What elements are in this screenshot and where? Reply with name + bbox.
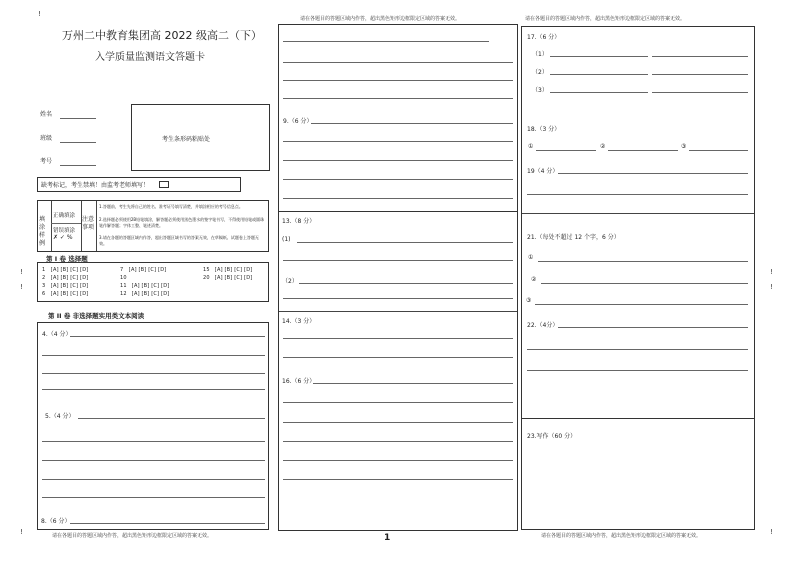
q8-continue-line[interactable] bbox=[283, 62, 513, 63]
mc-option-c[interactable]: [C] bbox=[70, 267, 79, 273]
q5-line[interactable] bbox=[42, 441, 265, 442]
mc-option-c[interactable]: [C] bbox=[151, 291, 160, 297]
q13-line[interactable] bbox=[283, 260, 513, 261]
q9-label: 9.（6 分） bbox=[283, 118, 313, 125]
q4-line[interactable] bbox=[42, 355, 265, 356]
mc-option-d[interactable]: [D] bbox=[80, 275, 89, 281]
mc-row-7 bbox=[120, 267, 166, 273]
q17-line[interactable] bbox=[652, 56, 748, 57]
mc-q-number: 12 bbox=[120, 291, 127, 297]
bottom-notice-right: 请在各题目的答题区域内作答，超出黑色矩形边框限定区域的答案无效。 bbox=[541, 533, 702, 539]
mc-row-3 bbox=[42, 283, 88, 289]
mc-q-number: 2 bbox=[42, 275, 46, 281]
q16-line[interactable] bbox=[283, 441, 513, 442]
q4-line[interactable] bbox=[42, 389, 265, 390]
mc-q-number: 10 bbox=[120, 275, 127, 281]
mc-option-b[interactable]: [B] bbox=[224, 275, 233, 281]
q13-part1-label: (1) bbox=[282, 236, 291, 243]
fill-sample-label: 填涂样例 bbox=[39, 216, 46, 247]
q8-continue-line[interactable] bbox=[283, 98, 513, 99]
answer-box-col2-bottom bbox=[278, 211, 518, 531]
q13-line[interactable] bbox=[283, 298, 513, 299]
mc-option-d[interactable]: [D] bbox=[244, 275, 253, 281]
q17-part3-label: （3） bbox=[532, 87, 548, 94]
mc-option-a[interactable]: [A] bbox=[131, 283, 140, 289]
q21-line[interactable] bbox=[541, 283, 748, 284]
q5-line[interactable] bbox=[42, 479, 265, 480]
q16-label: 16.（6 分） bbox=[282, 378, 316, 385]
mc-option-b[interactable]: [B] bbox=[60, 283, 69, 289]
q17-line[interactable] bbox=[550, 92, 648, 93]
instruction-divider-1 bbox=[51, 201, 52, 251]
q18-line[interactable] bbox=[536, 150, 596, 151]
section-divider bbox=[279, 311, 517, 312]
q21-line[interactable] bbox=[538, 261, 748, 262]
mc-option-b[interactable]: [B] bbox=[138, 267, 147, 273]
q4-line[interactable] bbox=[42, 373, 265, 374]
q8-label: 8.（6 分） bbox=[41, 518, 71, 525]
page-subtitle: 入学质量监测语文答题卡 bbox=[95, 52, 205, 63]
q19-line[interactable] bbox=[558, 173, 748, 174]
q4-label: 4.（4 分） bbox=[42, 331, 72, 338]
answer-box-col3-bottom bbox=[521, 418, 755, 530]
mc-row-15 bbox=[203, 267, 252, 273]
q17-line[interactable] bbox=[652, 92, 748, 93]
notes-item-3: 3.请在各题的答题区域内作答，超出答题区域书写的答案无效，在草稿纸、试题卷上答题无效。 bbox=[99, 235, 259, 246]
mc-option-d[interactable]: [D] bbox=[158, 267, 167, 273]
q18-mark-3: ③ bbox=[681, 143, 687, 150]
mc-option-a[interactable]: [A] bbox=[131, 291, 140, 297]
mc-option-a[interactable]: [A] bbox=[50, 283, 59, 289]
q8-continue-line[interactable] bbox=[283, 41, 489, 42]
edge-mark-top-left: ! bbox=[38, 10, 41, 18]
q18-line[interactable] bbox=[689, 150, 748, 151]
q17-part2-label: （2） bbox=[532, 69, 548, 76]
edge-mark-bottom-right: ! bbox=[770, 528, 773, 536]
mc-option-c[interactable]: [C] bbox=[148, 267, 157, 273]
q5-line[interactable] bbox=[42, 460, 265, 461]
mc-option-d[interactable]: [D] bbox=[161, 291, 170, 297]
q16-line[interactable] bbox=[283, 402, 513, 403]
notes-label: 注意事项 bbox=[82, 216, 95, 231]
mc-option-a[interactable]: [A] bbox=[50, 291, 59, 297]
mc-option-b[interactable]: [B] bbox=[60, 275, 69, 281]
q14-line[interactable] bbox=[283, 338, 513, 339]
edge-mark-left-1: ! bbox=[20, 268, 23, 276]
exam-no-field[interactable] bbox=[60, 165, 96, 166]
q5-line[interactable] bbox=[78, 418, 265, 419]
q13-line[interactable] bbox=[299, 283, 513, 284]
q18-line[interactable] bbox=[608, 150, 678, 151]
mc-option-b[interactable]: [B] bbox=[224, 267, 233, 273]
top-notice-right: 请在各题目的答题区域内作答，超出黑色矩形边框限定区域的答案无效。 bbox=[525, 16, 686, 22]
q9-line[interactable] bbox=[283, 160, 513, 161]
mc-row-11 bbox=[120, 283, 169, 289]
q21-label: 21.（每处不超过 12 个字，6 分） bbox=[527, 234, 620, 241]
answer-box-col1 bbox=[37, 322, 269, 530]
instruction-divider-3 bbox=[96, 201, 97, 251]
mc-option-b[interactable]: [B] bbox=[141, 291, 150, 297]
class-label: 班级 bbox=[40, 135, 53, 142]
q9-line[interactable] bbox=[283, 141, 513, 142]
q22-line[interactable] bbox=[558, 327, 748, 328]
q9-line[interactable] bbox=[283, 198, 513, 199]
mc-option-d[interactable]: [D] bbox=[80, 283, 89, 289]
q19-label: 19（4 分） bbox=[527, 168, 559, 175]
mc-option-d[interactable]: [D] bbox=[244, 267, 253, 273]
q16-line[interactable] bbox=[283, 479, 513, 480]
section2-title: 第 II 卷 非选择题实用类文本阅读 bbox=[48, 312, 145, 320]
q18-mark-2: ② bbox=[600, 143, 606, 150]
mc-row-1 bbox=[42, 267, 88, 273]
mc-option-b[interactable]: [B] bbox=[60, 267, 69, 273]
q21-line[interactable] bbox=[535, 304, 748, 305]
mc-row-10 bbox=[120, 275, 127, 281]
exam-no-label: 考号 bbox=[40, 158, 53, 165]
mc-option-a[interactable]: [A] bbox=[50, 275, 59, 281]
class-field[interactable] bbox=[60, 142, 96, 143]
mc-row-6 bbox=[42, 291, 88, 297]
notes-item-2: 2.选择题必须使用2B铅笔填涂，解答题必须使用黑色墨水的签字笔书写，不得使用铅笔或圆珠笔作解答题；字体工整、笔迹清楚。 bbox=[99, 217, 265, 228]
q8-continue-line[interactable] bbox=[283, 80, 513, 81]
mc-row-20 bbox=[203, 275, 252, 281]
q22-line[interactable] bbox=[527, 370, 748, 371]
mc-option-c[interactable]: [C] bbox=[234, 275, 243, 281]
page-title: 万州二中教育集团高 2022 级高二（下） bbox=[62, 29, 262, 42]
mc-q-number: 7 bbox=[120, 267, 124, 273]
answer-box-col2-top bbox=[278, 24, 518, 212]
mc-option-c[interactable]: [C] bbox=[70, 291, 79, 297]
name-field[interactable] bbox=[60, 118, 96, 119]
q16-line[interactable] bbox=[283, 460, 513, 461]
correct-fill-label: 正确填涂 bbox=[53, 213, 76, 219]
absence-text: 缺考标记，考生禁填！由监考老师填写！ bbox=[41, 182, 150, 189]
mc-q-number: 3 bbox=[42, 283, 46, 289]
q16-line[interactable] bbox=[313, 383, 513, 384]
q8-line[interactable] bbox=[70, 523, 265, 524]
mc-option-d[interactable]: [D] bbox=[80, 267, 89, 273]
top-notice-middle: 请在各题目的答题区域内作答，超出黑色矩形边框限定区域的答案无效。 bbox=[300, 16, 461, 22]
answer-box-col3-top bbox=[521, 26, 755, 419]
mc-option-b[interactable]: [B] bbox=[60, 291, 69, 297]
mc-option-a[interactable]: [A] bbox=[214, 275, 223, 281]
q23-label: 23.写作（60 分） bbox=[527, 433, 577, 440]
q17-label: 17.（6 分） bbox=[527, 34, 561, 41]
mc-q-number: 11 bbox=[120, 283, 127, 289]
q13-part2-label: （2） bbox=[282, 278, 298, 285]
edge-mark-right-1: ! bbox=[770, 268, 773, 276]
mc-option-c[interactable]: [C] bbox=[234, 267, 243, 273]
edge-mark-right-2: ! bbox=[770, 283, 773, 291]
edge-mark-bottom-left: ! bbox=[20, 528, 23, 536]
barcode-area bbox=[131, 104, 270, 171]
q14-label: 14.（3 分） bbox=[282, 318, 316, 325]
mc-q-number: 15 bbox=[203, 267, 210, 273]
mc-option-d[interactable]: [D] bbox=[80, 291, 89, 297]
mc-option-b[interactable]: [B] bbox=[141, 283, 150, 289]
q13-line[interactable] bbox=[297, 242, 513, 243]
q21-mark-3: ③ bbox=[526, 297, 532, 304]
instruction-divider-h bbox=[51, 223, 81, 224]
wrong-fill-marks: ✗ ✓ % bbox=[53, 234, 73, 241]
q9-line[interactable] bbox=[283, 179, 513, 180]
mc-row-12 bbox=[120, 291, 169, 297]
q22-label: 22.（4分） bbox=[527, 322, 559, 329]
instruction-box bbox=[37, 200, 269, 252]
q17-line[interactable] bbox=[550, 56, 648, 57]
mc-q-number: 6 bbox=[42, 291, 46, 297]
q13-label: 13.（8 分） bbox=[282, 218, 316, 225]
mc-option-d[interactable]: [D] bbox=[161, 283, 170, 289]
q9-line[interactable] bbox=[311, 123, 513, 124]
name-label: 姓名 bbox=[40, 111, 53, 118]
q5-label: 5.（4 分） bbox=[45, 413, 75, 420]
mc-q-number: 20 bbox=[203, 275, 210, 281]
q14-line[interactable] bbox=[283, 357, 513, 358]
q16-line[interactable] bbox=[283, 422, 513, 423]
mc-option-a[interactable]: [A] bbox=[50, 267, 59, 273]
section-divider bbox=[522, 213, 754, 214]
absence-box bbox=[37, 177, 241, 192]
notes-item-1: 1.答题前，考生先将自己的姓名、准考证号填写清楚，并填涂相应的考号信息点。 bbox=[99, 204, 243, 209]
mc-row-2 bbox=[42, 275, 88, 281]
mc-option-c[interactable]: [C] bbox=[151, 283, 160, 289]
mc-option-a[interactable]: [A] bbox=[214, 267, 223, 273]
mc-option-c[interactable]: [C] bbox=[70, 275, 79, 281]
bottom-notice-left: 请在各题目的答题区域内作答，超出黑色矩形边框限定区域的答案无效。 bbox=[52, 533, 213, 539]
q17-line[interactable] bbox=[550, 74, 648, 75]
wrong-fill-label: 错误填涂 bbox=[53, 228, 76, 234]
q19-line[interactable] bbox=[527, 194, 748, 195]
q21-mark-2: ② bbox=[531, 276, 537, 283]
q17-part1-label: （1） bbox=[532, 51, 548, 58]
q5-line[interactable] bbox=[42, 497, 265, 498]
absence-checkbox[interactable] bbox=[159, 181, 169, 188]
mc-q-number: 1 bbox=[42, 267, 46, 273]
q18-label: 18.（3 分） bbox=[527, 126, 561, 133]
q18-mark-1: ① bbox=[528, 143, 534, 150]
mc-option-c[interactable]: [C] bbox=[70, 283, 79, 289]
q22-line[interactable] bbox=[527, 349, 748, 350]
choice-box bbox=[37, 262, 269, 302]
edge-mark-left-2: ! bbox=[20, 283, 23, 291]
q4-line[interactable] bbox=[70, 336, 265, 337]
page-number: 1 bbox=[384, 533, 391, 543]
barcode-label: 考生条形码粘贴处 bbox=[162, 136, 211, 143]
mc-option-a[interactable]: [A] bbox=[128, 267, 137, 273]
q21-mark-1: ① bbox=[528, 254, 534, 261]
q17-line[interactable] bbox=[652, 74, 748, 75]
section1-title: 第 I 卷 选择题 bbox=[46, 255, 88, 263]
